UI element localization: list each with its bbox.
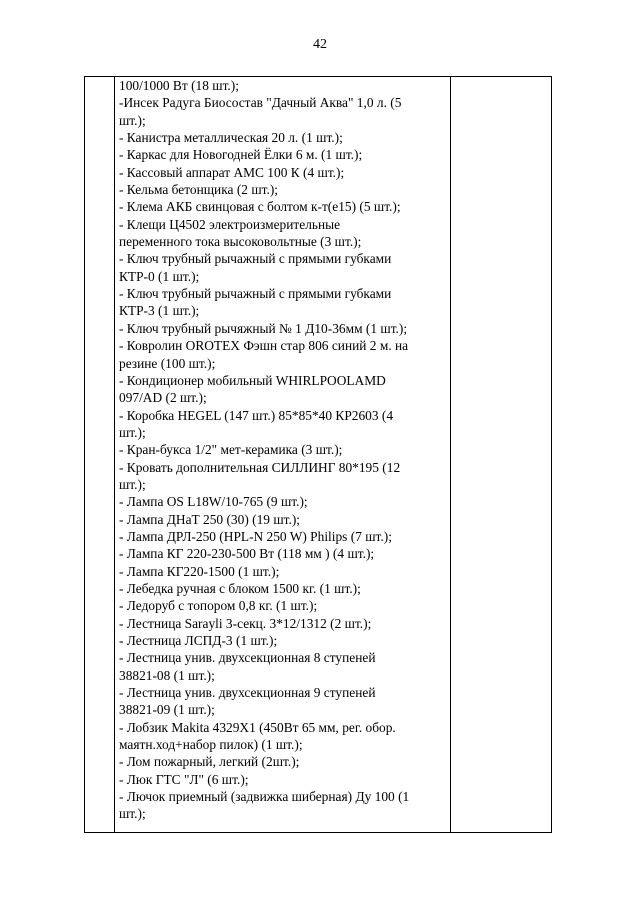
item-text-line: - Ковролин OROTEX Фэшн стар 806 синий 2 м. на: [119, 338, 409, 354]
items-cell: [119, 77, 447, 823]
item-text-line: - Ледоруб с топором 0,8 кг. (1 шт.);: [119, 598, 318, 614]
column-divider-left: [114, 77, 115, 832]
item-text-line: -Инсек Радуга Биосостав "Дачный Аква" 1,0 л. (5: [119, 95, 402, 111]
item-text-line: 38821-09 (1 шт.);: [119, 702, 215, 718]
item-text-line: - Кран-букса 1/2" мет-керамика (3 шт.);: [119, 442, 343, 458]
item-text-line: - Лампа ДРЛ-250 (HPL-N 250 W) Philips (7 шт.);: [119, 528, 392, 544]
inventory-table: [84, 76, 552, 833]
item-text-line: - Кассовый аппарат АМС 100 К (4 шт.);: [119, 164, 345, 180]
item-text-line: - Ключ трубный рычажный с прямыми губками: [119, 251, 392, 267]
item-text-line: - Лобзик Makita 4329X1 (450Вт 65 мм, рег. обор.: [119, 719, 396, 735]
item-text-line: - Кровать дополнительная СИЛЛИНГ 80*195 (12: [119, 459, 401, 475]
item-text-line: - Лючок приемный (задвижка шиберная) Ду 100 (1: [119, 789, 410, 805]
item-text-line: - Каркас для Новогодней Ёлки 6 м. (1 шт.);: [119, 147, 363, 163]
column-divider-right: [450, 77, 451, 832]
item-text-line: - Коробка HEGEL (147 шт.) 85*85*40 КР2603 (4: [119, 407, 394, 423]
item-text-line: - Лампа ДНаТ 250 (30) (19 шт.);: [119, 511, 301, 527]
item-text-line: - Лебедка ручная с блоком 1500 кг. (1 шт.);: [119, 580, 361, 596]
item-text-line: - Лестница унив. двухсекционная 9 ступеней: [119, 685, 376, 701]
item-text-line: шт.);: [119, 806, 146, 822]
item-text-line: КТР-3 (1 шт.);: [119, 303, 200, 319]
item-text-line: КТР-0 (1 шт.);: [119, 268, 200, 284]
item-text-line: - Клема АКБ свинцовая с болтом к-т(е15) (5 шт.);: [119, 199, 401, 215]
item-text-line: - Лестница ЛСПД-3 (1 шт.);: [119, 633, 278, 648]
item-text-line: - Лом пожарный, легкий (2шт.);: [119, 754, 300, 770]
item-text-line: 097/AD (2 шт.);: [119, 390, 207, 406]
item-text-line: маятн.ход+набор пилок) (1 шт.);: [119, 737, 303, 753]
item-text-line: - Лампа OS L18W/10-765 (9 шт.);: [119, 494, 308, 510]
item-text-line: шт.);: [119, 424, 146, 440]
item-text-line: - Лестница Sarayli 3-секц. 3*12/1312 (2 шт.);: [119, 615, 372, 631]
item-text-line: 100/1000 Вт (18 шт.);: [119, 78, 239, 93]
item-text-line: - Лампа КГ220-1500 (1 шт.);: [119, 563, 280, 579]
item-text-line: шт.);: [119, 476, 146, 492]
item-text-line: - Лампа КГ 220-230-500 Вт (118 мм ) (4 шт.);: [119, 546, 375, 562]
item-text-line: - Лестница унив. двухсекционная 8 ступеней: [119, 650, 376, 666]
item-text-line: 38821-08 (1 шт.);: [119, 667, 215, 683]
item-text-line: - Канистра металлическая 20 л. (1 шт.);: [119, 130, 343, 146]
item-text-line: - Ключ трубный рычажный с прямыми губками: [119, 286, 392, 302]
page-number: 42: [313, 37, 327, 52]
item-text-line: - Клещи Ц4502 электроизмерительные: [119, 216, 341, 232]
item-text-line: - Кельма бетонщика (2 шт.);: [119, 182, 279, 198]
item-text-line: шт.);: [119, 112, 146, 128]
item-text-line: резине (100 шт.);: [119, 355, 216, 371]
item-text-line: - Люк ГТС "Л" (6 шт.);: [119, 771, 249, 787]
item-text-line: - Кондиционер мобильный WHIRLPOOLAMD: [119, 372, 386, 388]
item-text-line: переменного тока высоковольтные (3 шт.);: [119, 234, 362, 250]
item-text-line: - Ключ трубный рычяжный № 1 Д10-36мм (1 шт.);: [119, 320, 408, 336]
